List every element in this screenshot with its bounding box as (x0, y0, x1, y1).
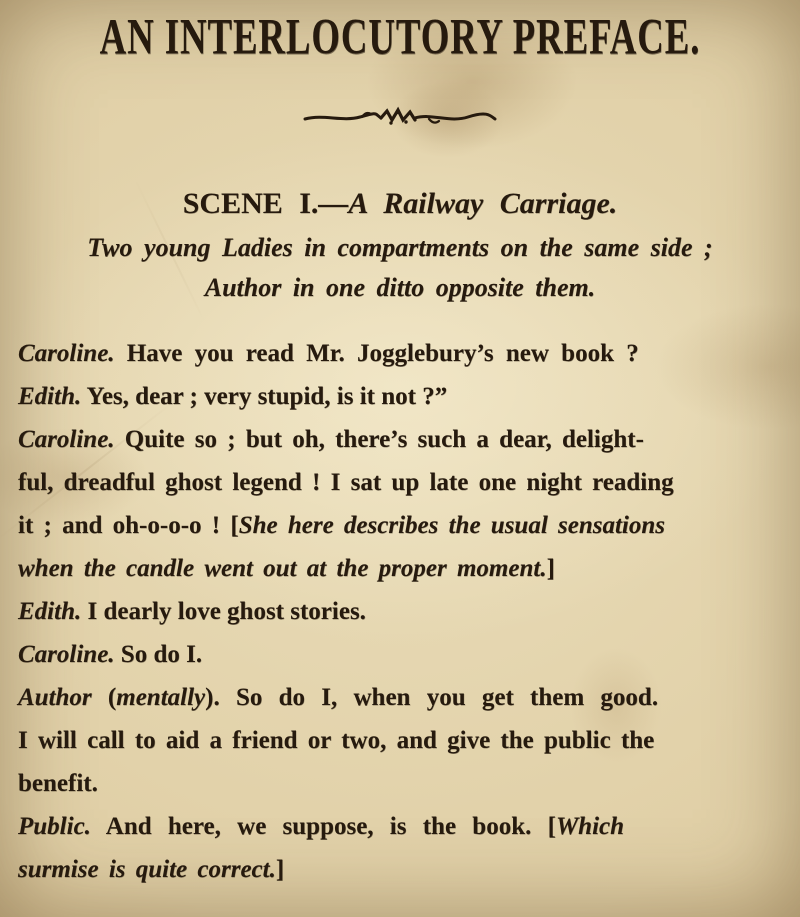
aside-text: surmise is quite correct. (18, 856, 276, 883)
speaker-name: Caroline. (18, 340, 115, 367)
speech-text: Yes, dear ; very stupid, is it not ?” (81, 383, 448, 410)
dialogue-line (0, 332, 800, 375)
speaker-name: Edith. (18, 598, 82, 625)
dialogue-line (0, 848, 800, 891)
speaker-name: Edith. (18, 383, 82, 410)
dialogue-line (0, 676, 800, 719)
speech-text: Quite so ; but oh, there’s such a dear, delight- (114, 426, 644, 453)
speech-text: benefit. (18, 770, 98, 797)
speech-text: ). So do I, when you get them good. (205, 684, 659, 711)
stage-direction-line: Author in one ditto opposite them. (204, 273, 596, 302)
speech-text: And here, we suppose, is the book. [ (90, 813, 556, 840)
stage-direction-line: Two young Ladies in compartments on the same side ; (87, 233, 713, 262)
speaker-name: Author (18, 684, 92, 711)
speech-text: Have you read Mr. Jogglebury’s new book ? (114, 340, 639, 367)
aside-text: when the candle went out at the proper moment. (18, 555, 547, 582)
dialogue-block (0, 332, 800, 891)
scene-location: —A Railway Carriage. (318, 187, 618, 220)
aside-text: Which (555, 813, 625, 840)
dialogue-line (0, 633, 800, 676)
dialogue-line (0, 547, 800, 590)
speech-text: I will call to aid a friend or two, and give the public the (18, 727, 655, 754)
dialogue-line (0, 719, 800, 762)
flourish-divider-ornament (302, 104, 498, 132)
dialogue-line (0, 418, 800, 461)
scene-number: SCENE I. (182, 187, 319, 220)
dialogue-line (0, 590, 800, 633)
aside-text: mentally (116, 684, 206, 711)
speech-text: So do I. (114, 641, 203, 668)
speech-text: ( (91, 684, 117, 711)
ornament-divider (0, 104, 800, 132)
speech-text: I dearly love ghost stories. (81, 598, 366, 625)
page-title: AN INTERLOCUTORY PREFACE. (99, 7, 701, 66)
speaker-name: Caroline. (18, 426, 115, 453)
aside-text: She here describes the usual sensations (238, 512, 665, 539)
speech-text: ful, dreadful ghost legend ! I sat up late one night reading (18, 469, 674, 496)
speech-text: it ; and oh-o-o-o ! [ (18, 512, 239, 539)
dialogue-line (0, 805, 800, 848)
dialogue-line (0, 504, 800, 547)
speaker-name: Public. (18, 813, 91, 840)
speaker-name: Caroline. (18, 641, 115, 668)
dialogue-line (0, 762, 800, 805)
dialogue-line (0, 375, 800, 418)
scene-heading (0, 186, 800, 222)
speech-text: ] (546, 555, 555, 582)
dialogue-line (0, 461, 800, 504)
speech-text: ] (275, 856, 285, 883)
